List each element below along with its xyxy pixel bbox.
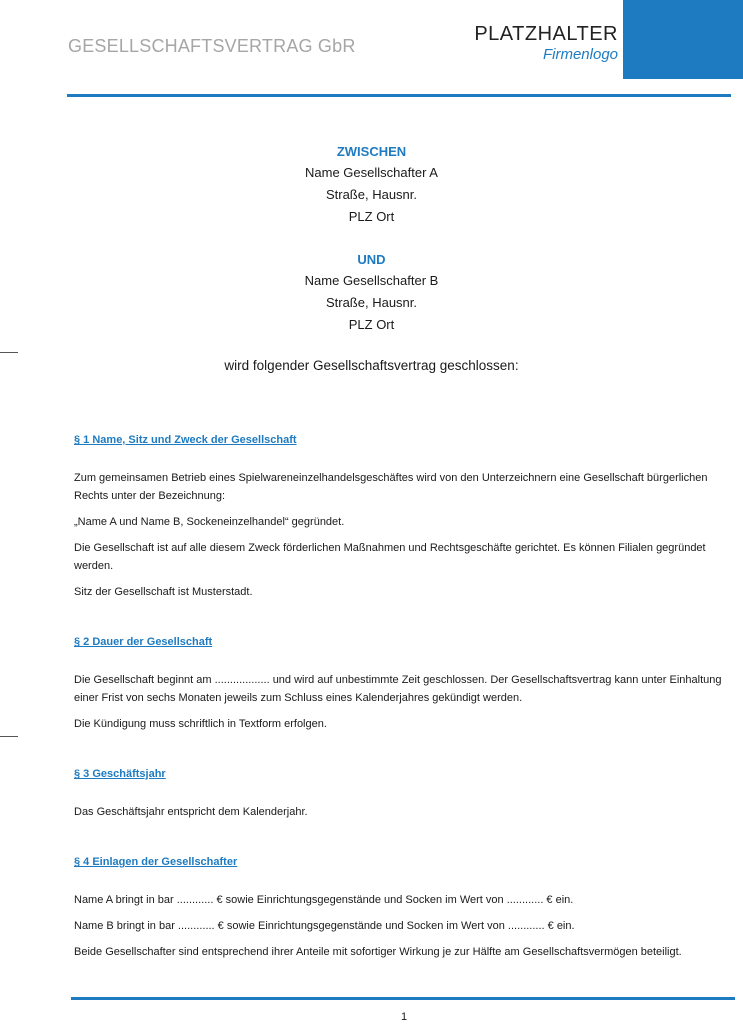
section-1-heading: § 1 Name, Sitz und Zweck der Gesellschaft [74,434,297,446]
section-4-heading: § 4 Einlagen der Gesellschafter [74,856,238,868]
contract-intro: wird folgender Gesellschaftsvertrag geschlossen: [224,358,519,373]
party-b-name: Name Gesellschafter B [304,273,439,288]
party-a-block [0,141,743,228]
section-4-body [74,891,736,961]
paragraph: Sitz der Gesellschaft ist Musterstadt. [74,586,253,598]
party-a-street: Straße, Hausnr. [325,187,418,202]
section-3-body [74,803,736,821]
paragraph: Name B bringt in bar ............ € sowie Einrichtungsgegenstände und Socken im Wert von ............ € ein. [74,920,575,932]
logo-box [623,0,743,79]
header-rule [67,94,731,97]
fold-mark [0,352,18,353]
paragraph: Name A bringt in bar ............ € sowie Einrichtungsgegenstände und Socken im Wert von ............ € ein. [74,894,574,906]
paragraph: Die Gesellschaft ist auf alle diesem Zweck förderlichen Maßnahmen und Rechtsgeschäfte gerichtet. Es können Filialen gegründet werden. [74,542,706,572]
paragraph: Die Gesellschaft beginnt am .................. und wird auf unbestimmte Zeit geschlossen. Der Gesellschaftsvertrag kann unter Einhaltung einer Frist von sechs Monaten jeweils zum Schluss eines Kalenderjahres gekündigt werden. [74,674,722,704]
party-b-city: PLZ Ort [348,317,395,332]
fold-mark [0,736,18,737]
logo-sub-text: Firmenlogo [542,46,618,63]
paragraph: „Name A und Name B, Sockeneinzelhandel“ gegründet. [74,516,345,528]
footer-rule [71,997,735,1000]
section-1-body [74,469,736,601]
party-a-name: Name Gesellschafter A [305,165,438,180]
logo-placeholder [474,22,618,64]
logo-main-text: PLATZHALTER [474,23,618,45]
party-b-block [0,249,743,336]
paragraph: Beide Gesellschafter sind entsprechend ihrer Anteile mit sofortiger Wirkung je zur Hälfte am Gesellschaftsvermögen beteiligt. [74,946,682,958]
party-a-city: PLZ Ort [348,209,395,224]
paragraph: Das Geschäftsjahr entspricht dem Kalenderjahr. [74,806,308,818]
page-number: 1 [400,1011,408,1023]
section-2-heading: § 2 Dauer der Gesellschaft [74,636,213,648]
paragraph: Zum gemeinsamen Betrieb eines Spielwareneinzelhandelsgeschäftes wird von den Unterzeichnern eine Gesellschaft bürgerlichen Rechts unter der Bezeichnung: [74,472,708,502]
between-label: ZWISCHEN [336,144,407,159]
and-label: UND [357,252,386,267]
paragraph: Die Kündigung muss schriftlich in Textform erfolgen. [74,718,327,730]
document-header-title: GESELLSCHAFTSVERTRAG GbR [68,36,356,56]
party-b-street: Straße, Hausnr. [325,295,418,310]
section-3-heading: § 3 Geschäftsjahr [74,768,166,780]
section-2-body [74,671,736,733]
